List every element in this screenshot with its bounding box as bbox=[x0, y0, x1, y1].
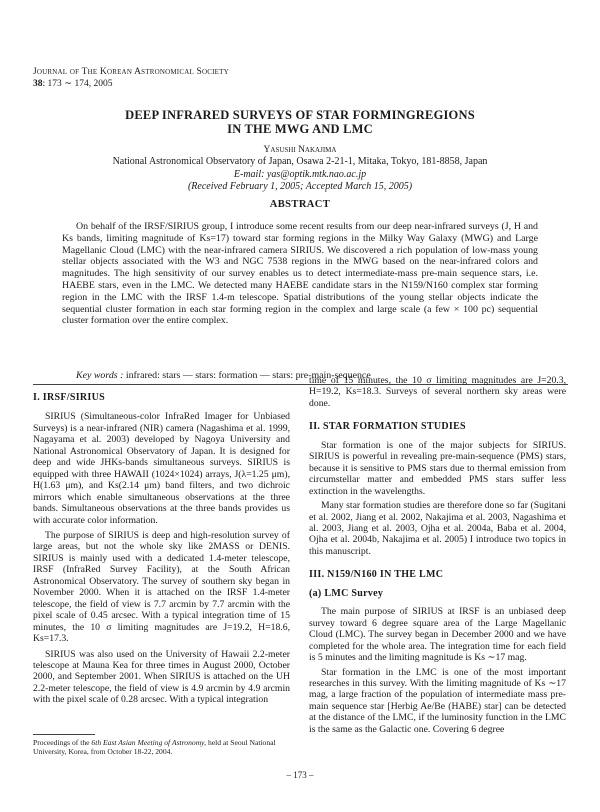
journal-header bbox=[33, 66, 229, 90]
volume-pages: : 173 ∼ 174, 2005 bbox=[42, 79, 113, 89]
abstract-text: On behalf of the IRSF/SIRIUS group, I introduce some recent results from our deep near-infrared surveys (J, H and Ks bands, limiting magnitude of Ks=17) toward star forming regions in the Milky Way Galaxy (MWG) and Large Magellanic Cloud (LMC) with the near-infrared camera SIRIUS. We discovered a rich population of low-mass young stellar objects associated with the W3 and NGC 7538 regions in the MWG based on the near-infrared colors and magnitudes. The high sensitivity of our survey enables us to detect intermediate-mass pre-main sequence stars, i.e. HAEBE stars, even in the LMC. We detected many HAEBE candidate stars in the N159/N160 complex star forming region in the LMC with the IRSF 1.4-m telescope. Spatial distributions of the young stellar objects indicate the sequential cluster formation in each star forming region in the complex and large scale (a few × 100 pc) sequential cluster formation over the entire complex. bbox=[62, 221, 538, 327]
paper-title bbox=[40, 108, 560, 136]
paragraph: SIRIUS was also used on the University of Hawaii 2.2-meter telescope at Mauna Kea for three times in August 2000, October 2000, and September 2001. When SIRIUS is attached on the UH 2.2-meter telescope, the field of view is 4.9 arcmin by 4.9 arcmin with the pixel scale of 0.28 arcsec. With a typical integration bbox=[33, 648, 290, 706]
paragraph: Star formation is one of the major subjects for SIRIUS. SIRIUS is powerful in revealing pre-main-sequence (PMS) stars, because it is sensitive to PMS stars due to thermal emission from circumstellar matter and embedded PMS stars suffer less extinction in the wavelengths. bbox=[309, 439, 566, 497]
footnote bbox=[33, 738, 291, 756]
paragraph: SIRIUS (Simultaneous-color InfraRed Imager for Unbiased Surveys) is a near-infrared (NIR) camera (Nagashima et al. 1999, Nagayama et al. 2003) developed by Nagoya University and National Astronomical Observatory of Japan. It is designed for deep and wide JHKs-bands simultaneous surveys. SIRIUS is equipped with three HAWAII (1024×1024) arrays, J(λ=1.25 μm), H(1.63 μm), and Ks(2.14 μm) band filters, and two dichroic mirrors which enable simultaneous observations at the three bands. Simultaneous observations at the three bands provides us with accurate color information. bbox=[33, 411, 290, 526]
section-heading-n159-n160: III. N159/N160 IN THE LMC bbox=[309, 569, 444, 581]
footnote-meeting: 6th East Asian Meeting of Astronomy, bbox=[91, 738, 207, 747]
author-affiliation: National Astronomical Observatory of Japan, Osawa 2-21-1, Mitaka, Tokyo, 181-8858, Japan bbox=[112, 156, 488, 168]
left-column bbox=[33, 392, 290, 706]
footnote-divider bbox=[33, 734, 95, 735]
paragraph: Many star formation studies are therefore done so far (Sugitani et al. 2002, Jiang et al. 2002, Nakajima et al. 2003, Nagashima et al. 2003, Jiang et al. 2003, Ojha et al. 2004a, Baba et al. 2004, Ojha et al. 2004b, Nakajima et al. 2005) I introduce two topics in this manuscript. bbox=[309, 500, 566, 557]
subsection-heading-lmc-survey: (a) LMC Survey bbox=[309, 587, 384, 599]
volume-number: 38 bbox=[33, 79, 43, 89]
paragraph: Star formation in the LMC is one of the most important researches in this survey. With the limiting magnitude of Ks ∼17 mag, a large fraction of the population of intermediate mass pre-main sequence star [Herbig Ae/Be (HABE) star] can be detected at the distance of the LMC, if the luminosity function in the LMC is the same as the Galactic one. Covering 6 degree bbox=[309, 666, 566, 735]
keywords-text: infrared: stars — stars: formation — stars: pre-main-sequence bbox=[125, 370, 371, 381]
author-email: E-mail: yas@optik.mtk.nao.ac.jp bbox=[233, 168, 367, 180]
keywords-label: Key words : bbox=[76, 370, 124, 381]
paragraph: The purpose of SIRIUS is deep and high-resolution survey of large areas, but not the whole sky like 2MASS or DENIS. SIRIUS is mainly used with a dedicated 1.4-meter telescope, IRSF (InfraRed Survey Facility), at the South African Astronomical Observatory. The survey of southern sky began in November 2000. When it is attached on the IRSF 1.4-meter telescope, the field of view is 7.7 arcmin by 7.7 arcmin with the pixel scale of 0.45 arcsec. With a typical integration time of 15 minutes, the 10 σ limiting magnitudes are J=19.2, H=18.6, Ks=17.3. bbox=[33, 529, 290, 645]
paragraph: The main purpose of SIRIUS at IRSF is an unbiased deep survey toward 6 degree square area of the Large Magellanic Cloud (LMC). The survey began in December 2000 and we have completed for the whole area. The integration time for each field is 5 minutes and the limiting magnitude is Ks ∼17 mag. bbox=[309, 606, 566, 664]
abstract-heading: ABSTRACT bbox=[269, 199, 331, 210]
journal-volume bbox=[33, 78, 229, 90]
author-name: Yasushi Nakajima bbox=[263, 145, 337, 155]
right-column bbox=[309, 375, 566, 735]
author-block bbox=[40, 144, 560, 193]
title-line-2: IN THE MWG AND LMC bbox=[227, 122, 373, 136]
section-heading-irsf-sirius: I. IRSF/SIRIUS bbox=[33, 392, 106, 403]
footnote-prefix: Proceedings of the bbox=[33, 738, 90, 747]
paragraph: time of 15 minutes, the 10 σ limiting magnitudes are J=20.3, H=19.2, Ks=18.3. Surveys of several northern sky areas were done. bbox=[309, 375, 566, 409]
page-number: – 173 – bbox=[286, 770, 314, 780]
footnote-rest: held at Seoul National University, Korea, from October 18-22, 2004. bbox=[33, 738, 276, 757]
journal-name: Journal of The Korean Astronomical Society bbox=[33, 67, 229, 77]
title-line-1: DEEP INFRARED SURVEYS OF STAR FORMINGREGIONS bbox=[125, 108, 475, 122]
section-heading-star-formation: II. STAR FORMATION STUDIES bbox=[309, 421, 466, 433]
received-dates: (Received February 1, 2005; Accepted March 15, 2005) bbox=[187, 180, 413, 192]
